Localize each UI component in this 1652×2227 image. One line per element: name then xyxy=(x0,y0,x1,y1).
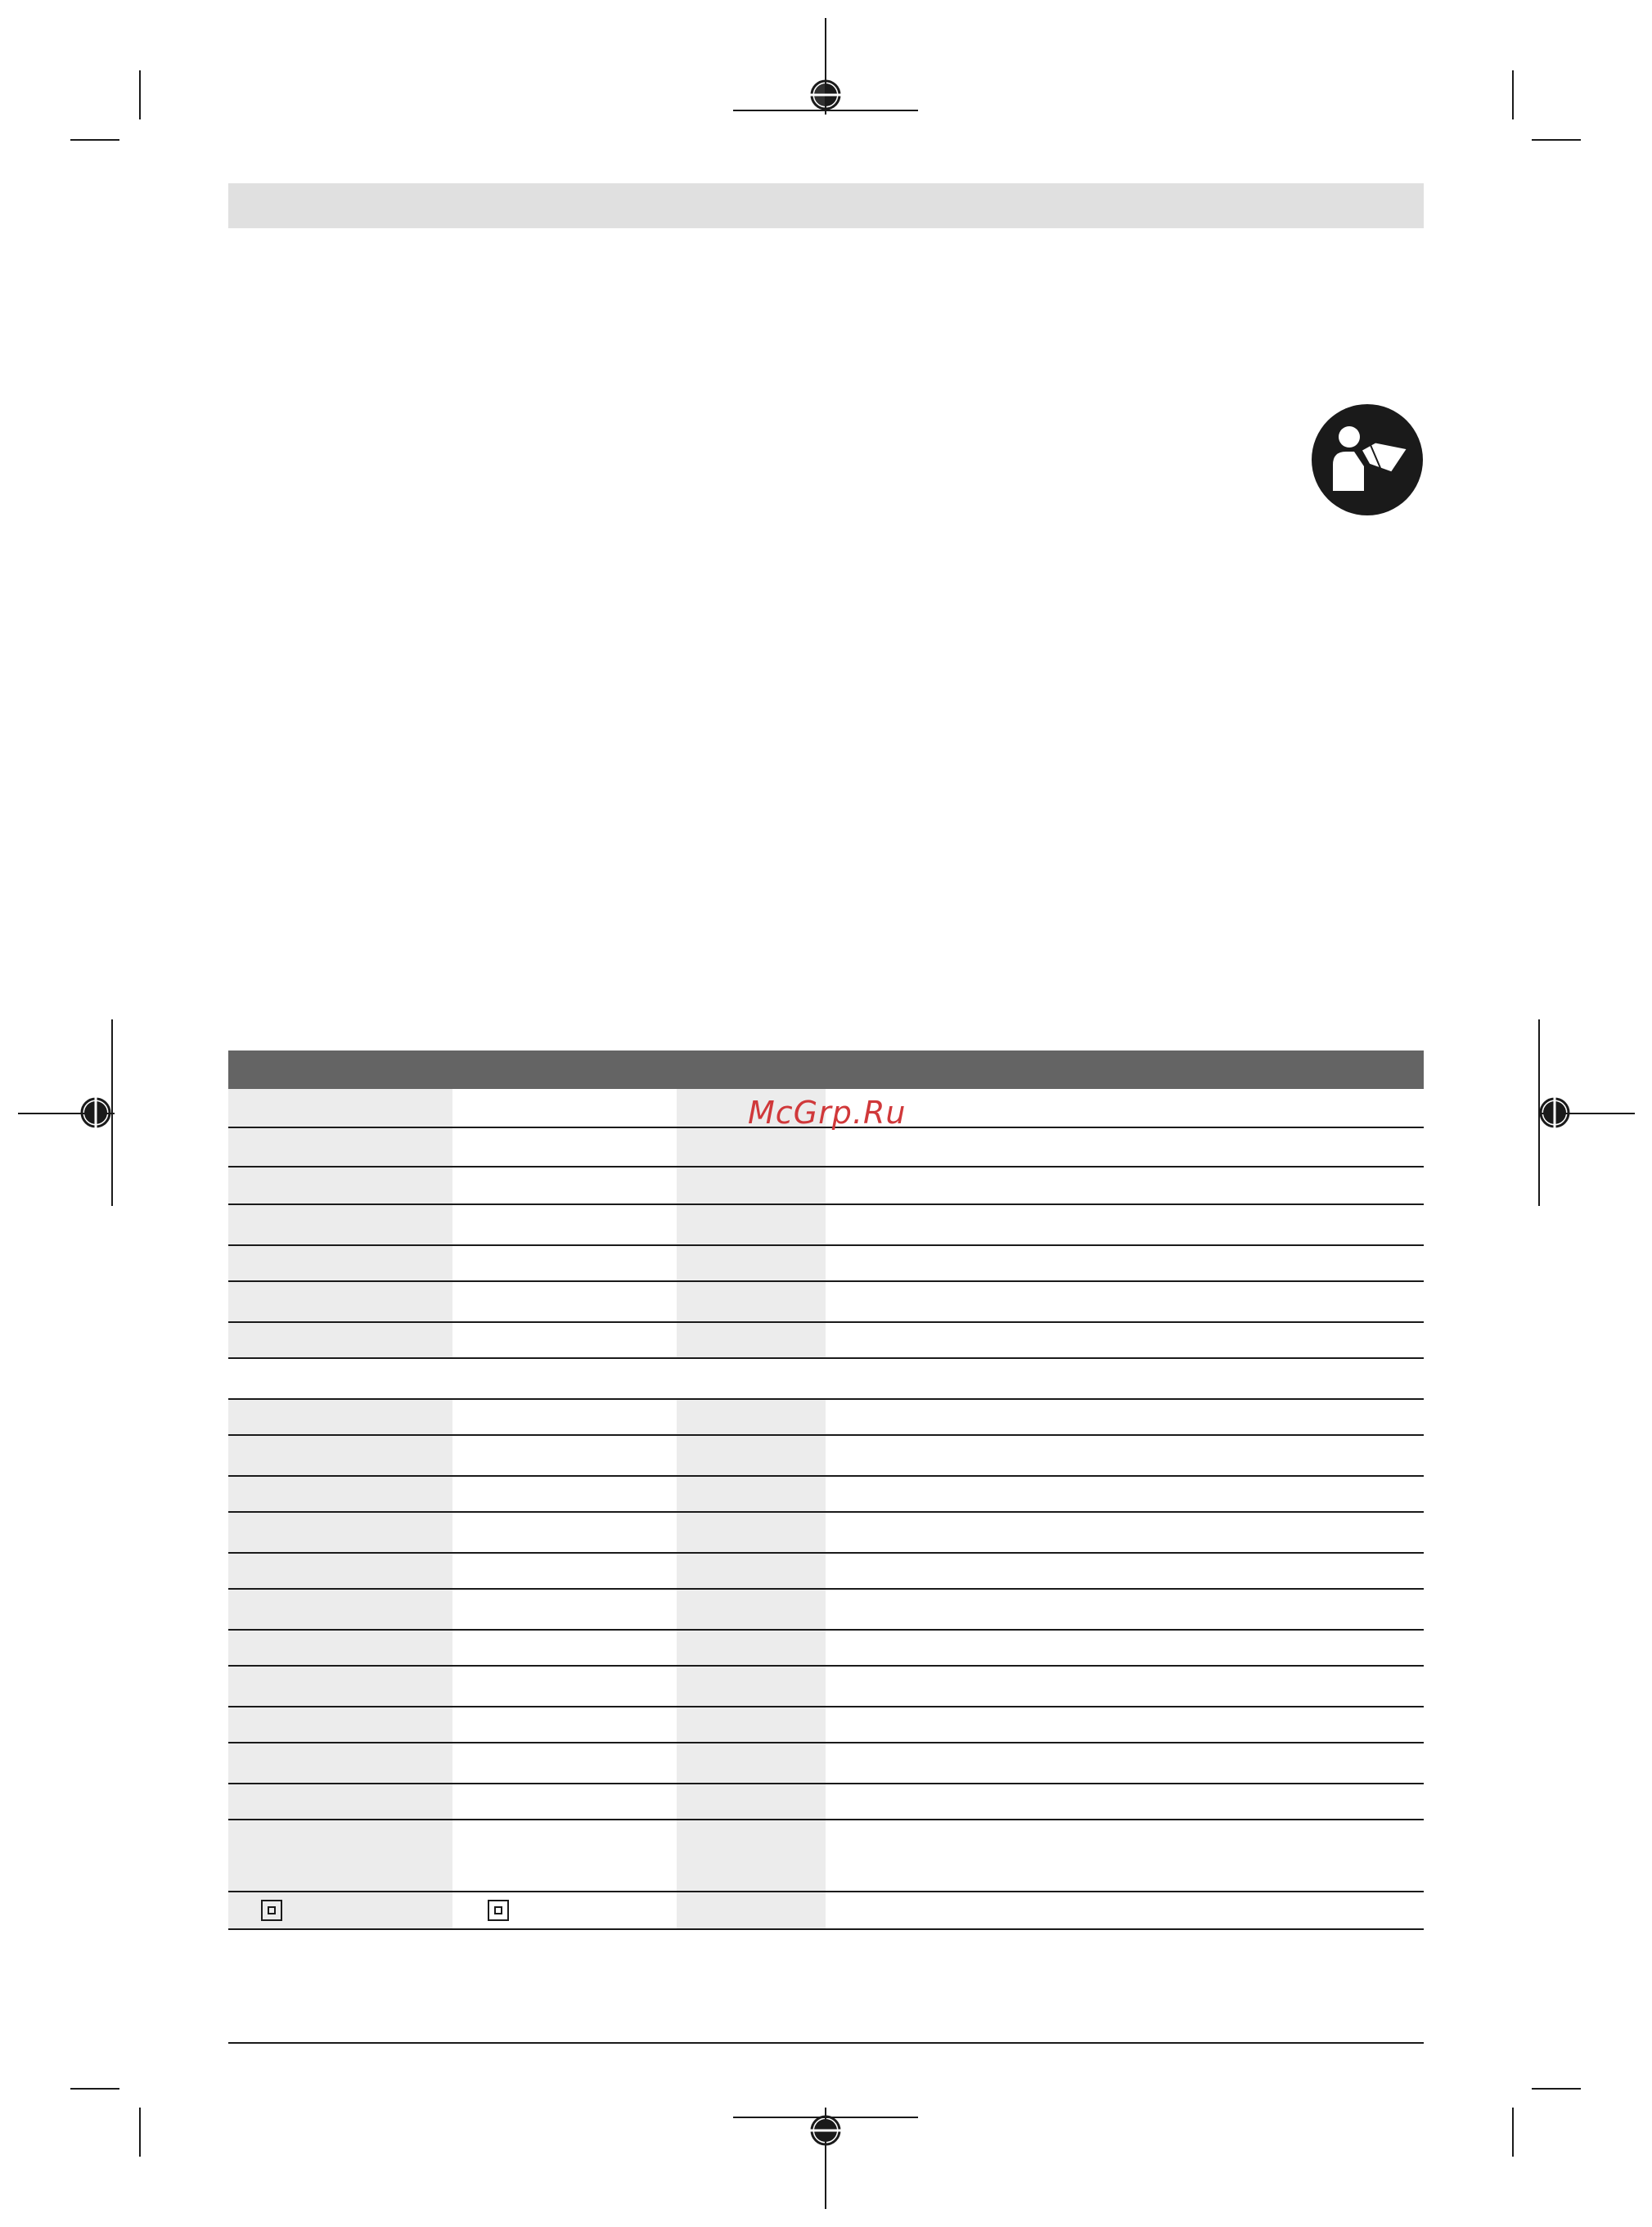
table-row xyxy=(228,1892,1424,1930)
table-row xyxy=(228,1477,1424,1513)
crop-mark xyxy=(139,70,141,119)
registration-mark-icon xyxy=(809,2114,842,2147)
table-row xyxy=(228,1743,1424,1784)
table-row xyxy=(228,1707,1424,1743)
table-row xyxy=(228,1167,1424,1205)
spec-table-header xyxy=(228,1051,1424,1089)
registration-mark-icon xyxy=(1538,1096,1571,1129)
table-row xyxy=(228,1323,1424,1359)
crop-mark xyxy=(1512,70,1514,119)
table-row xyxy=(228,1784,1424,1820)
registration-mark-icon xyxy=(809,79,842,111)
crop-mark xyxy=(139,2108,141,2157)
table-row xyxy=(228,1205,1424,1246)
watermark-text: McGrp.Ru xyxy=(748,1095,907,1131)
table-row xyxy=(228,1820,1424,1892)
crop-mark xyxy=(70,139,119,141)
table-row xyxy=(228,1400,1424,1436)
table-row xyxy=(228,1667,1424,1707)
table-row xyxy=(228,1282,1424,1323)
table-row xyxy=(228,1590,1424,1631)
crop-mark xyxy=(1532,2088,1581,2090)
protection-class-ii-icon xyxy=(488,1900,509,1921)
footer-rule xyxy=(228,2042,1424,2044)
protection-class-ii-icon xyxy=(261,1900,282,1921)
table-row xyxy=(228,1554,1424,1590)
table-row xyxy=(228,1513,1424,1554)
table-row xyxy=(228,1128,1424,1167)
table-row xyxy=(228,1246,1424,1282)
crop-mark xyxy=(1532,139,1581,141)
crop-mark xyxy=(1512,2108,1514,2157)
table-row xyxy=(228,1631,1424,1667)
read-manual-icon xyxy=(1310,403,1425,517)
section-header-band xyxy=(228,183,1424,228)
table-row xyxy=(228,1359,1424,1400)
registration-mark-icon xyxy=(79,1096,112,1129)
crop-mark xyxy=(70,2088,119,2090)
table-row xyxy=(228,1436,1424,1477)
